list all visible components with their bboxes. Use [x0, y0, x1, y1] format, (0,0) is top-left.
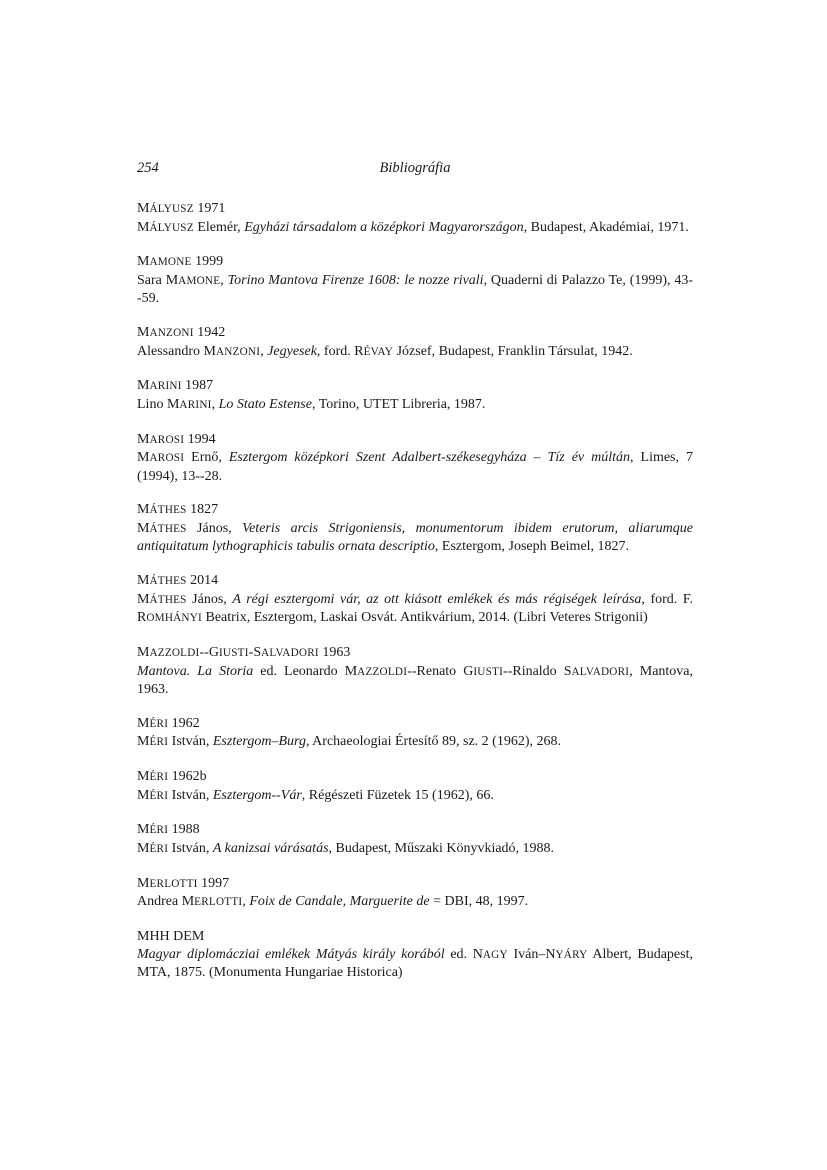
- bibliography-entry: [137, 715, 693, 752]
- entry-title: A régi esztergomi vár, az ott kiásott emlékek és más régiségek leírása: [232, 591, 642, 607]
- entry-key: MAZZOLDI--GIUSTI-SALVADORI 1963: [137, 645, 351, 661]
- entry-title: A kanizsai várásatás: [212, 840, 329, 856]
- entry-key: MAMONE 1999: [137, 254, 224, 270]
- bibliography-entry: [137, 572, 693, 628]
- running-title: Bibliográfia: [379, 160, 451, 176]
- entry-text: MAROSI Ernő, Esztergom középkori Szent Adalbert-székesegyháza – Tíz év múltán, Limes, 7 (1994), 13--28.: [137, 450, 693, 484]
- bibliography-entry: [137, 875, 693, 912]
- entry-text: Sara MAMONE, Torino Mantova Firenze 1608: le nozze rivali, Quaderni di Palazzo Te, (1999), 43--59.: [137, 272, 693, 307]
- entry-key: MERLOTTI 1997: [137, 875, 230, 891]
- page-header: [137, 160, 693, 182]
- entry-key: MÉRI 1962b: [137, 769, 207, 785]
- entry-key: MÁLYUSZ 1971: [137, 201, 226, 216]
- bibliography-entry: [137, 928, 693, 982]
- bibliography-entry: [137, 431, 693, 486]
- entry-title: Esztergom–Burg: [212, 734, 306, 750]
- entry-key: MÁTHES 1827: [137, 502, 219, 518]
- bibliography-entry: [137, 644, 693, 699]
- entry-key: MÉRI 1962: [137, 715, 200, 731]
- entry-key: MAROSI 1994: [137, 431, 216, 447]
- bibliography-entry: [137, 821, 693, 858]
- entry-title: Lo Stato Estense: [218, 396, 312, 412]
- bibliography-list: [137, 200, 693, 998]
- entry-key: MHH DEM: [137, 929, 205, 945]
- bibliography-entry: [137, 768, 693, 805]
- entry-text: Andrea MERLOTTI, Foix de Candale, Marguerite de = DBI, 48, 1997.: [137, 894, 529, 910]
- entry-text: Alessandro MANZONI, Jegyesek, ford. RÉVAY József, Budapest, Franklin Társulat, 1942.: [137, 343, 633, 359]
- entry-title: Esztergom--Vár: [212, 787, 302, 803]
- entry-title: Esztergom középkori Szent Adalbert-székesegyháza – Tíz év múltán: [228, 450, 631, 466]
- entry-title: Mantova. La Storia: [137, 663, 254, 679]
- entry-text: MÉRI István, Esztergom--Vár, Régészeti Füzetek 15 (1962), 66.: [137, 787, 494, 803]
- entry-text: Lino MARINI, Lo Stato Estense, Torino, UTET Libreria, 1987.: [137, 396, 486, 412]
- bibliography-entry: [137, 253, 693, 308]
- entry-text: Mantova. La Storia ed. Leonardo MAZZOLDI--Renato GIUSTI--Rinaldo SALVADORI, Mantova, 1963.: [137, 663, 694, 698]
- entry-text: MÁTHES János, Veteris arcis Strigoniensis, monumentorum ibidem erutorum, aliarumque antiquitatum lythographicis tabulis ornata descriptio, Esztergom, Joseph Beimel, 1827.: [137, 520, 693, 555]
- bibliography-entry: [137, 200, 693, 237]
- entry-key: MARINI 1987: [137, 378, 214, 394]
- bibliography-entry: [137, 324, 693, 361]
- bibliography-entry: [137, 501, 693, 556]
- entry-title: Veteris arcis Strigoniensis, monumentorum ibidem erutorum, aliarumque antiquitatum lythographicis tabulis ornata descriptio: [137, 520, 693, 555]
- page-number: 254: [137, 160, 159, 176]
- entry-text: MÁLYUSZ Elemér, Egyházi társadalom a középkori Magyarországon, Budapest, Akadémiai, 1971.: [137, 219, 689, 235]
- entry-key: MÁTHES 2014: [137, 573, 219, 589]
- entry-title: Jegyesek: [267, 343, 317, 359]
- entry-text: MÉRI István, Esztergom–Burg, Archaeologiai Értesítő 89, sz. 2 (1962), 268.: [137, 734, 562, 750]
- entry-title: Foix de Candale, Marguerite de: [249, 894, 430, 910]
- entry-title: Egyházi társadalom a középkori Magyarországon: [244, 219, 524, 235]
- entry-key: MÉRI 1988: [137, 822, 200, 838]
- entry-key: MANZONI 1942: [137, 325, 226, 341]
- entry-title: Torino Mantova Firenze 1608: le nozze rivali: [227, 272, 484, 288]
- entry-text: MÁTHES János, A régi esztergomi vár, az ott kiásott emlékek és más régiségek leírása, ford. F. ROMHÁNYI Beatrix, Esztergom, Laskai Osvát. Antikvárium, 2014. (Libri Veteres Strigonii): [137, 591, 693, 626]
- entry-text: Magyar diplomácziai emlékek Mátyás király korából ed. NAGY Iván–NYÁRY Albert, Budapest, MTA, 1875. (Monumenta Hungariae Historica): [137, 946, 693, 981]
- entry-title: Magyar diplomácziai emlékek Mátyás király korából: [137, 946, 445, 962]
- bibliography-entry: [137, 377, 693, 414]
- entry-text: MÉRI István, A kanizsai várásatás, Budapest, Műszaki Könyvkiadó, 1988.: [137, 840, 555, 856]
